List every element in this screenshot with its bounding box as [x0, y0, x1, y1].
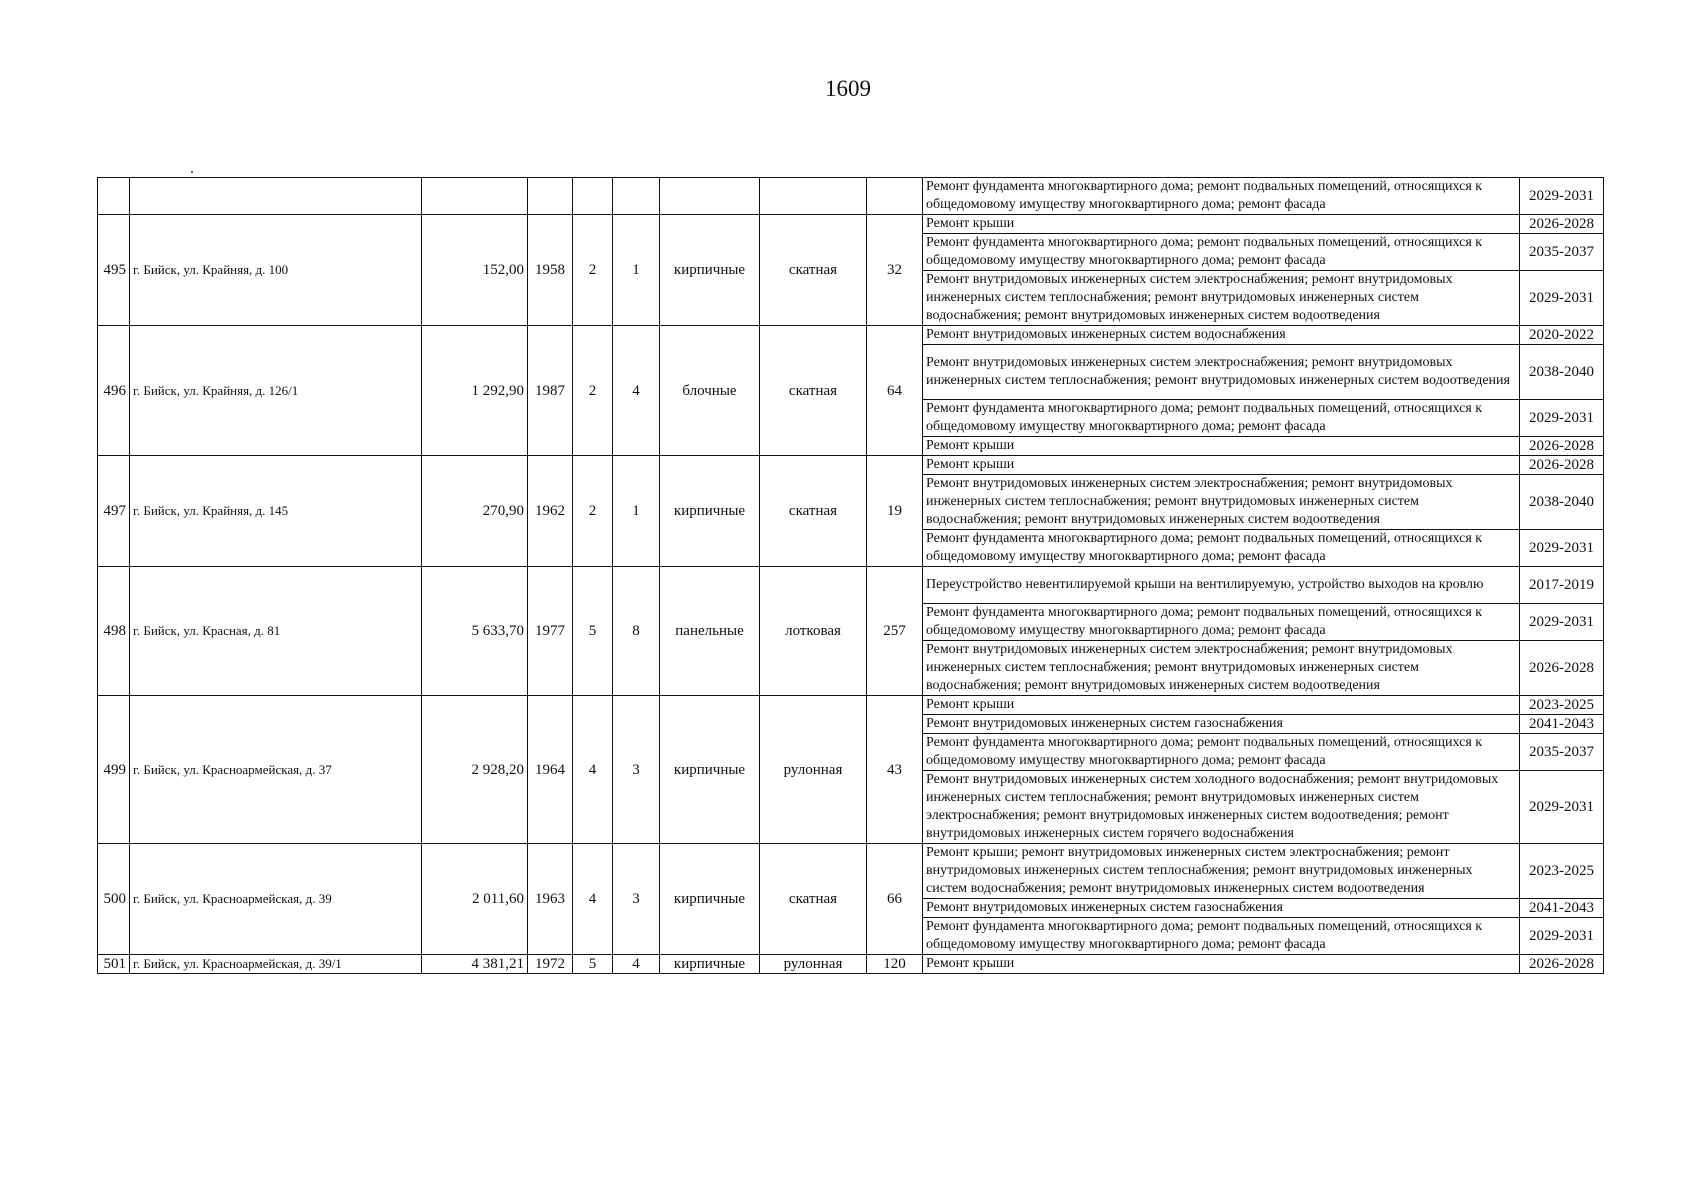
entrances-cell: 1 [613, 456, 660, 567]
work-description-cell: Ремонт фундамента многоквартирного дома; ремонт подвальных помещений, относящихся к общедомовому имуществу многоквартирного дома; ремонт фасада [923, 918, 1520, 955]
page-number: 1609 [825, 76, 871, 101]
year-cell: 1977 [528, 567, 573, 696]
period-cell: 2035-2037 [1520, 734, 1604, 771]
roof-type-cell: скатная [760, 844, 867, 955]
entrances-cell [613, 178, 660, 215]
wall-material-cell [660, 178, 760, 215]
floors-cell: 4 [573, 696, 613, 844]
area-cell: 152,00 [422, 215, 528, 326]
work-description-cell: Ремонт внутридомовых инженерных систем электроснабжения; ремонт внутридомовых инженерных систем теплоснабжения; ремонт внутридомовых инженерных систем водоснабжения; ремонт внутридомовых инженерных систем водоотведения [923, 641, 1520, 696]
work-description-cell: Ремонт фундамента многоквартирного дома; ремонт подвальных помещений, относящихся к общедомовому имуществу многоквартирного дома; ремонт фасада [923, 234, 1520, 271]
entrances-cell: 8 [613, 567, 660, 696]
table-row [98, 215, 1604, 234]
work-description-cell: Ремонт фундамента многоквартирного дома; ремонт подвальных помещений, относящихся к общедомовому имуществу многоквартирного дома; ремонт фасада [923, 530, 1520, 567]
period-cell: 2029-2031 [1520, 604, 1604, 641]
period-cell: 2029-2031 [1520, 400, 1604, 437]
floors-cell: 4 [573, 844, 613, 955]
period-cell: 2029-2031 [1520, 530, 1604, 567]
roof-type-cell: скатная [760, 456, 867, 567]
table-row [98, 955, 1604, 974]
year-cell: 1987 [528, 326, 573, 456]
wall-material-cell: кирпичные [660, 215, 760, 326]
residents-cell: 19 [867, 456, 923, 567]
wall-material-cell: панельные [660, 567, 760, 696]
period-cell: 2026-2028 [1520, 437, 1604, 456]
scan-speck [191, 171, 193, 173]
year-cell: 1964 [528, 696, 573, 844]
wall-material-cell: блочные [660, 326, 760, 456]
period-cell: 2029-2031 [1520, 178, 1604, 215]
year-cell: 1962 [528, 456, 573, 567]
address-cell: г. Бийск, ул. Красноармейская, д. 39 [130, 844, 422, 955]
period-cell: 2017-2019 [1520, 567, 1604, 604]
residents-cell: 64 [867, 326, 923, 456]
row-number: 496 [98, 326, 130, 456]
address-cell: г. Бийск, ул. Красноармейская, д. 37 [130, 696, 422, 844]
area-cell: 1 292,90 [422, 326, 528, 456]
row-number: 499 [98, 696, 130, 844]
work-description-cell: Ремонт фундамента многоквартирного дома; ремонт подвальных помещений, относящихся к общедомовому имуществу многоквартирного дома; ремонт фасада [923, 604, 1520, 641]
entrances-cell: 4 [613, 326, 660, 456]
area-cell: 5 633,70 [422, 567, 528, 696]
work-description-cell: Ремонт крыши [923, 456, 1520, 475]
roof-type-cell: рулонная [760, 696, 867, 844]
row-number: 500 [98, 844, 130, 955]
roof-type-cell: скатная [760, 326, 867, 456]
roof-type-cell [760, 178, 867, 215]
period-cell: 2029-2031 [1520, 271, 1604, 326]
work-description-cell: Ремонт крыши [923, 955, 1520, 974]
work-description-cell: Ремонт крыши [923, 437, 1520, 456]
address-cell: г. Бийск, ул. Крайняя, д. 145 [130, 456, 422, 567]
table-row [98, 696, 1604, 715]
address-cell: г. Бийск, ул. Крайняя, д. 126/1 [130, 326, 422, 456]
period-cell: 2020-2022 [1520, 326, 1604, 345]
entrances-cell: 3 [613, 696, 660, 844]
floors-cell [573, 178, 613, 215]
table-row [98, 178, 1604, 215]
address-cell [130, 178, 422, 215]
period-cell: 2029-2031 [1520, 771, 1604, 844]
floors-cell: 2 [573, 456, 613, 567]
table-row [98, 567, 1604, 604]
area-cell: 270,90 [422, 456, 528, 567]
period-cell: 2023-2025 [1520, 696, 1604, 715]
table-body [98, 178, 1604, 974]
row-number: 501 [98, 955, 130, 974]
roof-type-cell: лотковая [760, 567, 867, 696]
period-cell: 2041-2043 [1520, 899, 1604, 918]
area-cell: 2 928,20 [422, 696, 528, 844]
work-description-cell: Ремонт фундамента многоквартирного дома; ремонт подвальных помещений, относящихся к общедомовому имуществу многоквартирного дома; ремонт фасада [923, 734, 1520, 771]
floors-cell: 5 [573, 955, 613, 974]
period-cell: 2026-2028 [1520, 456, 1604, 475]
work-description-cell: Ремонт фундамента многоквартирного дома; ремонт подвальных помещений, относящихся к общедомовому имуществу многоквартирного дома; ремонт фасада [923, 400, 1520, 437]
work-description-cell: Ремонт внутридомовых инженерных систем холодного водоснабжения; ремонт внутридомовых инженерных систем теплоснабжения; ремонт внутридомовых инженерных систем электроснабжения; ремонт внутридомовых инженерных систем водоотведения; ремонт внутридомовых инженерных систем горячего водоснабжения [923, 771, 1520, 844]
address-cell: г. Бийск, ул. Крайняя, д. 100 [130, 215, 422, 326]
work-description-cell: Ремонт внутридомовых инженерных систем газоснабжения [923, 715, 1520, 734]
wall-material-cell: кирпичные [660, 955, 760, 974]
row-number: 498 [98, 567, 130, 696]
wall-material-cell: кирпичные [660, 456, 760, 567]
table-row [98, 326, 1604, 345]
residents-cell [867, 178, 923, 215]
residents-cell: 43 [867, 696, 923, 844]
period-cell: 2038-2040 [1520, 475, 1604, 530]
work-description-cell: Ремонт крыши [923, 696, 1520, 715]
year-cell: 1963 [528, 844, 573, 955]
period-cell: 2029-2031 [1520, 918, 1604, 955]
period-cell: 2035-2037 [1520, 234, 1604, 271]
area-cell: 4 381,21 [422, 955, 528, 974]
row-number: 495 [98, 215, 130, 326]
roof-type-cell: скатная [760, 215, 867, 326]
floors-cell: 2 [573, 215, 613, 326]
period-cell: 2026-2028 [1520, 215, 1604, 234]
residents-cell: 257 [867, 567, 923, 696]
wall-material-cell: кирпичные [660, 844, 760, 955]
period-cell: 2041-2043 [1520, 715, 1604, 734]
work-description-cell: Ремонт фундамента многоквартирного дома; ремонт подвальных помещений, относящихся к общедомовому имуществу многоквартирного дома; ремонт фасада [923, 178, 1520, 215]
roof-type-cell: рулонная [760, 955, 867, 974]
row-number [98, 178, 130, 215]
wall-material-cell: кирпичные [660, 696, 760, 844]
residents-cell: 66 [867, 844, 923, 955]
period-cell: 2023-2025 [1520, 844, 1604, 899]
table-row [98, 844, 1604, 899]
entrances-cell: 1 [613, 215, 660, 326]
address-cell: г. Бийск, ул. Красноармейская, д. 39/1 [130, 955, 422, 974]
work-description-cell: Переустройство невентилируемой крыши на вентилируемую, устройство выходов на кровлю [923, 567, 1520, 604]
residents-cell: 120 [867, 955, 923, 974]
residents-cell: 32 [867, 215, 923, 326]
work-description-cell: Ремонт внутридомовых инженерных систем электроснабжения; ремонт внутридомовых инженерных систем теплоснабжения; ремонт внутридомовых инженерных систем водоотведения [923, 345, 1520, 400]
period-cell: 2026-2028 [1520, 641, 1604, 696]
period-cell: 2026-2028 [1520, 955, 1604, 974]
table-row [98, 456, 1604, 475]
address-cell: г. Бийск, ул. Красная, д. 81 [130, 567, 422, 696]
year-cell [528, 178, 573, 215]
year-cell: 1958 [528, 215, 573, 326]
floors-cell: 2 [573, 326, 613, 456]
floors-cell: 5 [573, 567, 613, 696]
housing-register-table [97, 177, 1604, 974]
period-cell: 2038-2040 [1520, 345, 1604, 400]
work-description-cell: Ремонт крыши [923, 215, 1520, 234]
work-description-cell: Ремонт внутридомовых инженерных систем газоснабжения [923, 899, 1520, 918]
work-description-cell: Ремонт крыши; ремонт внутридомовых инженерных систем электроснабжения; ремонт внутридомовых инженерных систем теплоснабжения; ремонт внутридомовых инженерных систем водоснабжения; ремонт внутридомовых инженерных систем водоотведения [923, 844, 1520, 899]
entrances-cell: 3 [613, 844, 660, 955]
work-description-cell: Ремонт внутридомовых инженерных систем водоснабжения [923, 326, 1520, 345]
work-description-cell: Ремонт внутридомовых инженерных систем электроснабжения; ремонт внутридомовых инженерных систем теплоснабжения; ремонт внутридомовых инженерных систем водоснабжения; ремонт внутридомовых инженерных систем водоотведения [923, 475, 1520, 530]
row-number: 497 [98, 456, 130, 567]
area-cell [422, 178, 528, 215]
area-cell: 2 011,60 [422, 844, 528, 955]
year-cell: 1972 [528, 955, 573, 974]
work-description-cell: Ремонт внутридомовых инженерных систем электроснабжения; ремонт внутридомовых инженерных систем теплоснабжения; ремонт внутридомовых инженерных систем водоснабжения; ремонт внутридомовых инженерных систем водоотведения [923, 271, 1520, 326]
entrances-cell: 4 [613, 955, 660, 974]
